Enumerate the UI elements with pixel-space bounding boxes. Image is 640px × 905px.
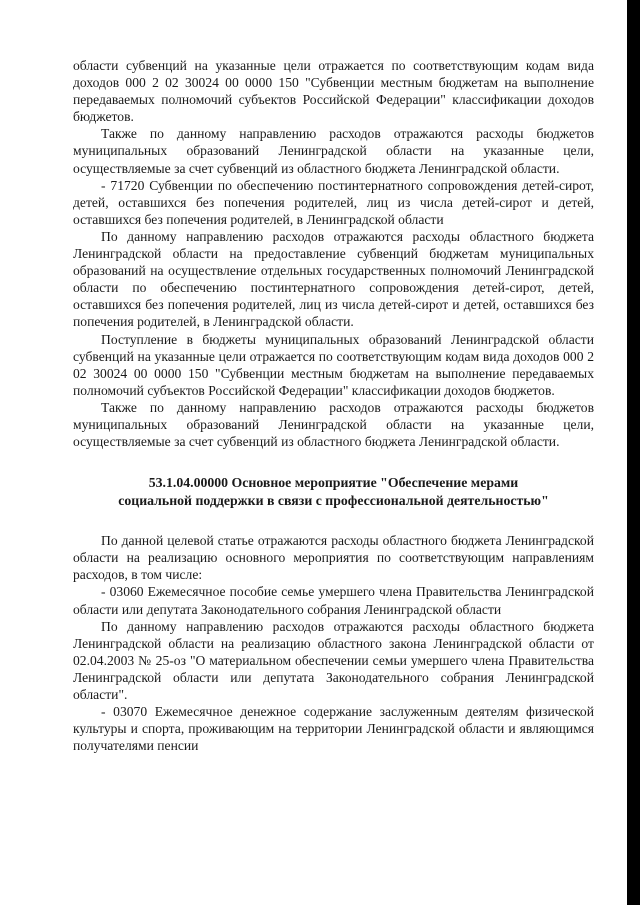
paragraph: По данной целевой статье отражаются расходы областного бюджета Ленинградской области на реализацию основного мероприятия по соответствующим направлениям расходов, в том числе: bbox=[73, 533, 594, 583]
paragraph: Также по данному направлению расходов отражаются расходы бюджетов муниципальных образований Ленинградской области на указанные цели, осуществляемые за счет субвенций из областного бюджета Ленинградской области. bbox=[73, 126, 594, 176]
paragraph: области субвенций на указанные цели отражается по соответствующим кодам вида доходов 000 2 02 30024 00 0000 150 "Субвенции местным бюджетам на выполнение передаваемых полномочий субъектов Российской Федерации" классификации доходов бюджетов. bbox=[73, 58, 594, 125]
section-heading-line: 53.1.04.00000 Основное мероприятие "Обеспечение мерами bbox=[148, 475, 519, 491]
section-heading-line: социальной поддержки в связи с профессиональной деятельностью" bbox=[118, 493, 549, 509]
paragraph: - 03070 Ежемесячное денежное содержание заслуженным деятелям физической культуры и спорта, проживающим на территории Ленинградской области и являющимся получателями пенсии bbox=[73, 704, 594, 754]
paragraph: По данному направлению расходов отражаются расходы областного бюджета Ленинградской области на предоставление субвенций бюджетам муниципальных образований на осуществление отдельных государственных полномочий Ленинградской области по обеспечению постинтернатного сопровождения детей-сирот, детей, оставшихся без попечения родителей, лиц из числа детей-сирот и детей, оставшихся без попечения родителей, в Ленинградской области. bbox=[73, 228, 594, 330]
paragraph: - 03060 Ежемесячное пособие семье умершего члена Правительства Ленинградской области или депутата Законодательного собрания Ленинградской области bbox=[73, 584, 594, 617]
paragraph: Также по данному направлению расходов отражаются расходы бюджетов муниципальных образований Ленинградской области на указанные цели, осуществляемые за счет субвенций из областного бюджета Ленинградской области. bbox=[73, 399, 594, 450]
section-heading bbox=[73, 474, 594, 510]
paragraph: Поступление в бюджеты муниципальных образований Ленинградской области субвенций на указанные цели отражается по соответствующим кодам вида доходов 000 2 02 30024 00 0000 150 "Субвенции местным бюджетам на выполнение передаваемых полномочий субъектов Российской Федерации" классификации доходов бюджетов. bbox=[73, 331, 594, 398]
document-body bbox=[73, 57, 594, 754]
scan-border bbox=[627, 0, 640, 905]
paragraph: По данному направлению расходов отражаются расходы областного бюджета Ленинградской области на реализацию областного закона Ленинградской области от 02.04.2003 № 25-оз "О материальном обеспечении семьи умершего члена Правительства Ленинградской области или депутата Законодательного собрания Ленинградской области". bbox=[73, 618, 594, 702]
paragraph: - 71720 Субвенции по обеспечению постинтернатного сопровождения детей-сирот, детей, оставшихся без попечения родителей, лиц из числа детей-сирот и детей, оставшихся без попечения родителей, в Ленинградской области bbox=[73, 177, 594, 227]
